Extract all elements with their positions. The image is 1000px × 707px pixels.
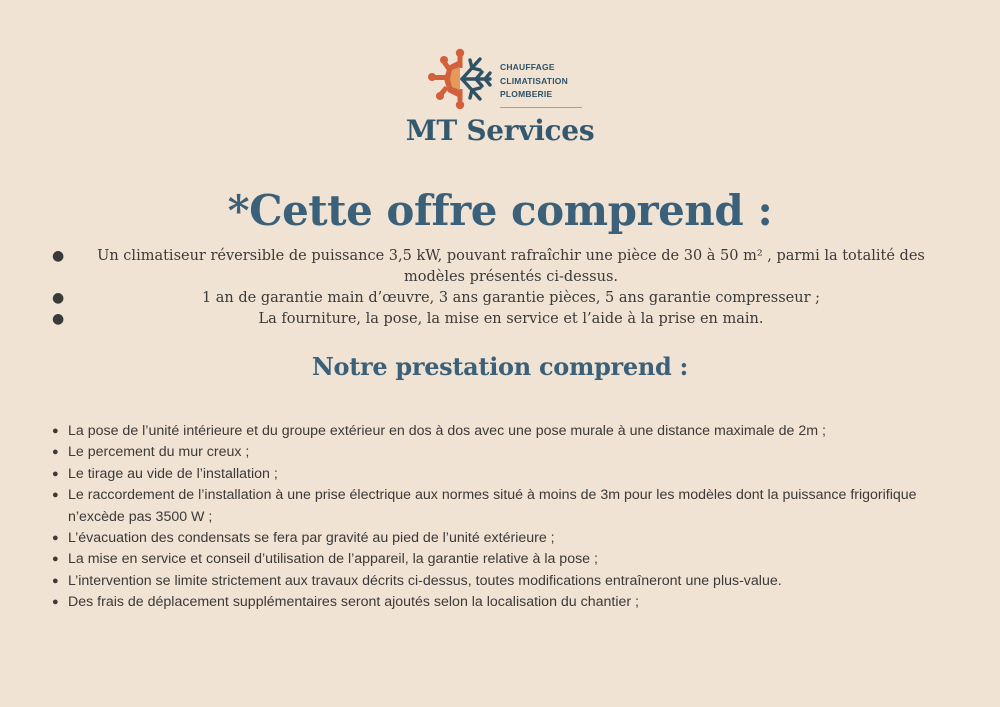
list-item <box>52 442 932 463</box>
logo-line-plumbing: PLOMBERIE <box>500 89 553 99</box>
bullet-icon: ● <box>52 489 59 502</box>
bullet-icon: ● <box>52 596 59 609</box>
logo-line-heating: CHAUFFAGE <box>500 62 555 72</box>
logo-divider <box>500 107 582 108</box>
bullet-icon: ● <box>52 311 65 327</box>
list-item <box>48 246 968 288</box>
logo-text <box>500 61 568 102</box>
prestation-item-text: Le raccordement de l’installation à une prise électrique aux normes situé à moins de 3m pour les modèles dont la puissance frigorifique n’excède pas 3500 W ; <box>68 487 917 525</box>
heat-cold-emblem-icon <box>424 46 498 112</box>
bullet-icon: ● <box>52 446 59 459</box>
bullet-icon: ● <box>52 467 59 480</box>
bullet-icon: ● <box>52 248 65 264</box>
prestation-list <box>52 421 932 614</box>
prestation-item-text: Le percement du mur creux ; <box>68 444 250 461</box>
list-item <box>52 485 932 528</box>
offer-item-text: Un climatiseur réversible de puissance 3,5 kW, pouvant rafraîchir une pièce de 30 à 50 m² , parmi la totalité des modèles présentés ci-dessus. <box>97 248 925 285</box>
prestation-item-text: La pose de l’unité intérieure et du groupe extérieur en dos à dos avec une pose murale à une distance maximale de 2m ; <box>68 423 826 439</box>
logo-line-cooling: CLIMATISATION <box>500 75 568 86</box>
list-item <box>52 549 932 570</box>
offer-item-text: La fourniture, la pose, la mise en service et l’aide à la prise en main. <box>258 311 764 327</box>
list-item <box>52 421 932 442</box>
offer-title: *Cette offre comprend : <box>227 186 773 235</box>
bullet-icon: ● <box>52 553 59 566</box>
list-item <box>52 592 932 613</box>
list-item <box>52 528 932 549</box>
bullet-icon: ● <box>52 574 59 587</box>
company-logo <box>424 46 594 112</box>
prestation-item-text: Le tirage au vide de l’installation ; <box>68 465 278 482</box>
list-item <box>52 571 932 592</box>
prestation-title: Notre prestation comprend : <box>311 352 689 381</box>
bullet-icon: ● <box>52 532 59 545</box>
list-item <box>48 309 968 330</box>
prestation-item-text: La mise en service et conseil d’utilisation de l’appareil, la garantie relative à la pose ; <box>68 551 598 568</box>
prestation-item-text: L’évacuation des condensats se fera par gravité au pied de l’unité extérieure ; <box>68 530 555 547</box>
brand-name: MT Services <box>405 114 595 147</box>
list-item <box>52 464 932 485</box>
bullet-icon: ● <box>52 290 65 306</box>
bullet-icon: ● <box>52 425 59 437</box>
prestation-item-text: L’intervention se limite strictement aux travaux décrits ci-dessus, toutes modifications entraîneront une plus-value. <box>68 572 782 589</box>
prestation-item-text: Des frais de déplacement supplémentaires seront ajoutés selon la localisation du chantier ; <box>68 594 639 611</box>
offer-item-text: 1 an de garantie main d’œuvre, 3 ans garantie pièces, 5 ans garantie compresseur ; <box>201 290 821 306</box>
list-item <box>48 288 968 309</box>
offer-list <box>48 246 968 330</box>
